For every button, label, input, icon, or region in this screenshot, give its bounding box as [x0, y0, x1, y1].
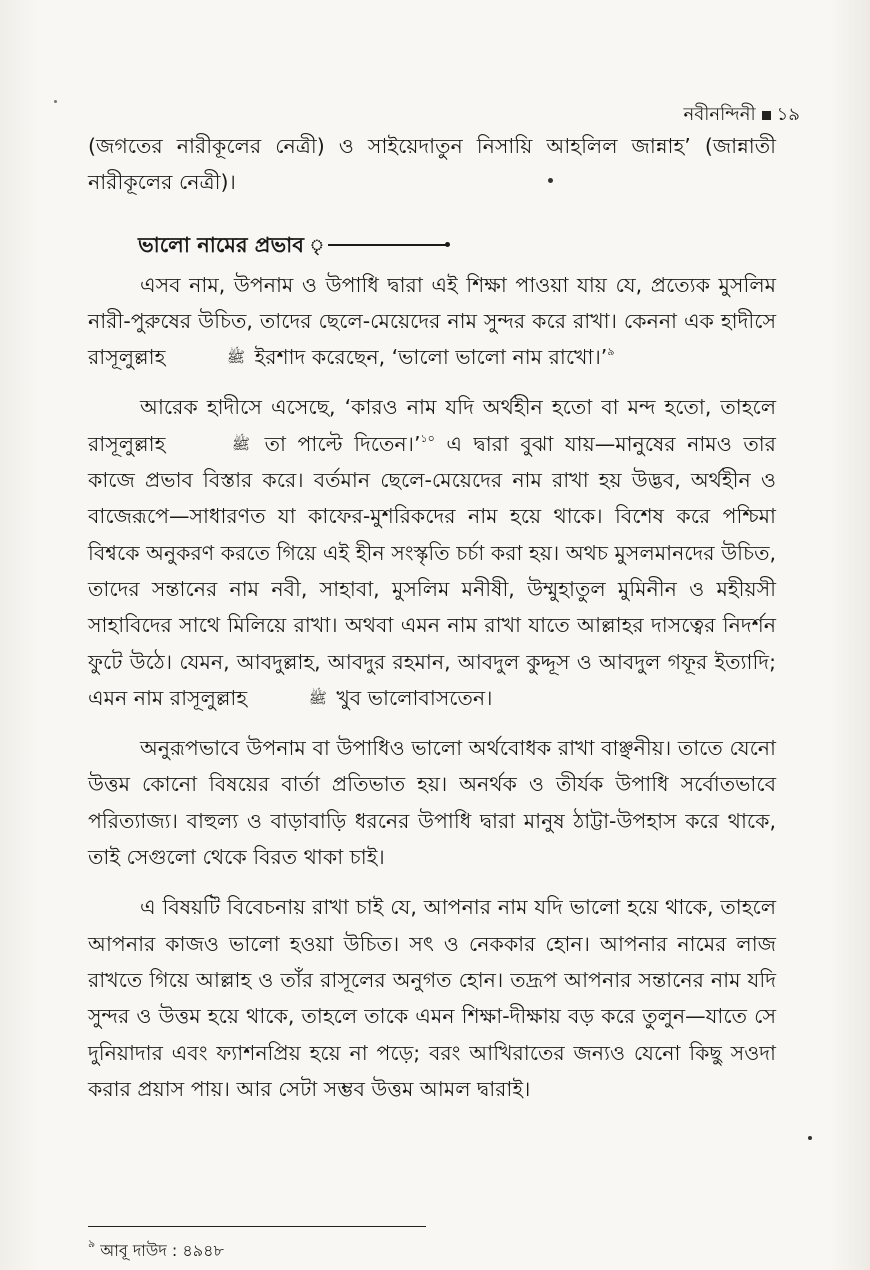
- paragraph-1-text-b: ইরশাদ করেছেন, ‘ভালো ভালো নাম রাখো।’: [254, 345, 608, 370]
- paragraph-2-text-c: এ দ্বারা বুঝা যায়—মানুষের নামও তার কাজে প্রভাব বিস্তার করে। বর্তমান ছেলে-মেয়েদের নাম রাখা হয় উদ্ভব, অর্থহীন ও বাজেরূপে—সাধারণত যা কাফের-মুশরিকদের নাম হয়ে থাকে। বিশেষ করে পশ্চিমা বিশ্বকে অনুকরণ করতে গিয়ে এই হীন সংস্কৃতি চর্চা করা হয়। অথচ মুসলমানদের উচিত, তাদের সন্তানের নাম নবী, সাহাবা, মুসলিম মনীষী, উম্মুহাতুল মুমিনীন ও মহীয়সী সাহাবিদের সাথে মিলিয়ে রাখা। অথবা এমন নাম রাখা যাতে আল্লাহর দাসত্বের নিদর্শন ফুটে উঠে। যেমন, আবদুল্লাহ, আবদুর রহমান, আবদুল কুদ্দূস ও আবদুল গফূর ইত্যাদি; এমন নাম রাসূলুল্লাহ: [88, 431, 776, 710]
- page-body: [88, 128, 776, 1107]
- honorific-icon: ﷺ: [226, 348, 245, 367]
- paragraph-2-text-a: আরেক হাদীসে এসেছে, ‘কারও নাম যদি অর্থহীন হতো বা মন্দ হতো, তাহলে রাসূলুল্লাহ: [88, 395, 776, 456]
- honorific-icon: ﷺ: [308, 688, 327, 707]
- header-square-ornament: [762, 111, 771, 120]
- paragraph-1: [88, 267, 776, 376]
- page-number: ১৯: [776, 104, 800, 125]
- print-speck: [548, 178, 553, 183]
- book-title: নবীনন্দিনী: [683, 104, 756, 125]
- print-speck: [808, 1136, 812, 1140]
- heading-rule: [328, 244, 446, 246]
- heading-ornament-icon: ৃ: [309, 235, 324, 254]
- paragraph-3: অনুরূপভাবে উপনাম বা উপাধিও ভালো অর্থবোধক রাখা বাঞ্ছনীয়। তাতে যেনো উত্তম কোনো বিষয়ের বার্তা প্রতিভাত হয়। অনর্থক ও তীর্যক উপাধি সর্বোতভাবে পরিত্যাজ্য। বাহুল্য ও বাড়াবাড়ি ধরনের উপাধি দ্বারা মানুষ ঠাট্টা-উপহাস করে থাকে, তাই সেগুলো থেকে বিরত থাকা চাই।: [88, 736, 776, 870]
- paragraph-2-text-d: খুব ভালোবাসতেন।: [336, 685, 493, 710]
- paragraph-2: [88, 389, 776, 716]
- paragraph-1-text-a: এসব নাম, উপনাম ও উপাধি দ্বারা এই শিক্ষা পাওয়া যায় যে, প্রত্যেক মুসলিম নারী-পুরুষের উচিত, তাদের ছেলে-মেয়েদের নাম সুন্দর করে রাখা। কেননা এক হাদীসে রাসূলুল্লাহ: [88, 272, 776, 370]
- footnote-text: আবূ দাউদ : ৪৯৪৮: [100, 1241, 224, 1260]
- footnote: [88, 1238, 224, 1265]
- paragraph-4: এ বিষয়টি বিবেচনায় রাখা চাই যে, আপনার নাম যদি ভালো হয়ে থাকে, তাহলে আপনার কাজও ভালো হওয়া উচিত। সৎ ও নেককার হোন। আপনার নামের লাজ রাখতে গিয়ে আল্লাহ ও তাঁর রাসূলের অনুগত হোন। তদ্রূপ আপনার সন্তানের নাম যদি সুন্দর ও উত্তম হয়ে থাকে, তাহলে তাকে এমন শিক্ষা-দীক্ষায় বড় করে তুলুন—যাতে সে দুনিয়াদার এবং ফ্যাশনপ্রিয় হয়ে না পড়ে; বরং আখিরাতের জন্যও যেনো কিছু সওদা করার প্রয়াস পায়। আর সেটা সম্ভব উত্তম আমল দ্বারাই।: [88, 895, 776, 1101]
- continuation-paragraph: (জগতের নারীকূলের নেত্রী) ও সাইয়েদাতুন নিসায়ি আহলিল জান্নাহ’ (জান্নাতী নারীকূলের নেত্রী)।: [88, 134, 776, 195]
- footnote-ref-9[interactable]: ৯: [607, 345, 615, 359]
- paragraph-2-text-b: তা পাল্টে দিতেন।’: [264, 431, 421, 456]
- print-speck: [54, 100, 57, 103]
- honorific-icon: ﷺ: [231, 434, 251, 453]
- footnote-ref-10[interactable]: ১০: [420, 431, 435, 445]
- footnote-marker: ৯: [88, 1237, 96, 1250]
- running-header: [683, 100, 800, 131]
- section-heading-text: ভালো নামের প্রভাব: [138, 232, 304, 257]
- footnote-divider: [88, 1226, 426, 1227]
- section-heading: [88, 227, 776, 263]
